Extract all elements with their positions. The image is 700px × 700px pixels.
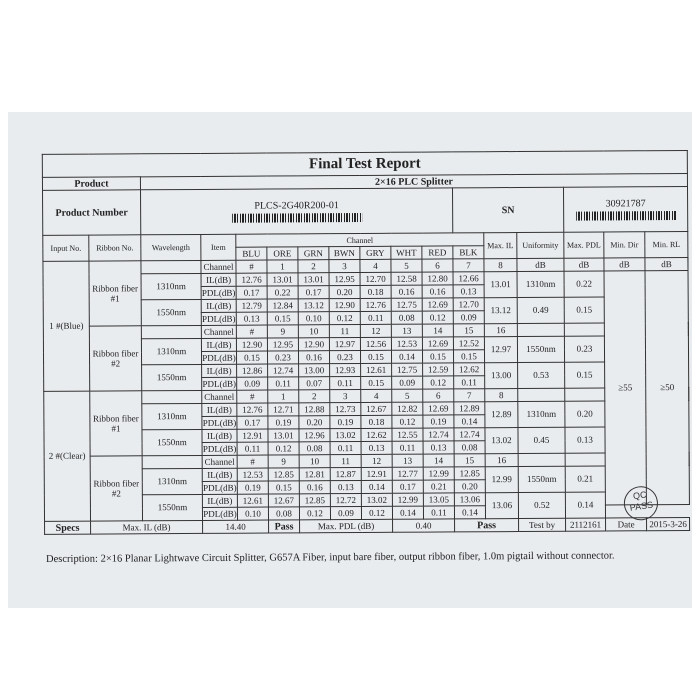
pdl-value: 0.13 <box>236 312 267 325</box>
date-label: Date <box>606 518 647 531</box>
specs-pass-1: Pass <box>269 520 300 533</box>
il-value: 12.89 <box>454 402 485 415</box>
pdl-value: 0.20 <box>299 416 330 429</box>
pdl-value: 0.18 <box>361 415 392 428</box>
blank-cell <box>141 260 201 273</box>
uniformity-value: 1310nm <box>517 271 564 297</box>
pdl-value: 0.19 <box>330 415 361 428</box>
il-value: 12.56 <box>360 337 391 350</box>
il-label: IL(dB) <box>201 273 236 286</box>
uniformity-header: Uniformity <box>517 232 564 258</box>
color-header: ORE <box>267 247 298 260</box>
il-value: 12.69 <box>423 402 454 415</box>
il-value: 12.61 <box>237 494 268 507</box>
pdl-value: 0.15 <box>361 376 392 389</box>
report-title: Final Test Report <box>42 150 687 177</box>
tested-by-label: Test by <box>519 518 566 531</box>
pdl-value: 0.12 <box>299 507 330 520</box>
sn-label: SN <box>452 187 563 233</box>
specs-pass-2: Pass <box>455 519 519 532</box>
pdl-value: 0.13 <box>330 480 361 493</box>
il-label: IL(dB) <box>202 403 237 416</box>
pdl-value: 0.15 <box>360 350 391 363</box>
il-value: 13.02 <box>361 493 392 506</box>
pdl-label: PDL(dB) <box>202 377 237 390</box>
table-row <box>45 517 690 534</box>
channel-number: 15 <box>454 454 485 467</box>
il-value: 12.70 <box>360 272 391 285</box>
pdl-value: 0.13 <box>361 441 392 454</box>
il-label: IL(dB) <box>202 364 237 377</box>
item-header: Item <box>201 234 236 260</box>
pdl-value: 0.09 <box>392 376 423 389</box>
tested-by-value: 2112161 <box>566 518 606 531</box>
pdl-label: PDL(dB) <box>202 507 237 520</box>
il-label: IL(dB) <box>201 299 236 312</box>
pdl-value: 0.15 <box>453 350 484 363</box>
hash-label: # <box>236 260 267 273</box>
il-value: 13.02 <box>330 428 361 441</box>
pdl-value: 0.11 <box>237 442 268 455</box>
il-value: 12.62 <box>361 428 392 441</box>
max-il-value: 12.89 <box>485 402 518 428</box>
pdl-value: 0.11 <box>330 441 361 454</box>
pdl-value: 0.16 <box>422 285 453 298</box>
il-value: 12.91 <box>361 467 392 480</box>
pdl-value: 0.18 <box>360 285 391 298</box>
il-value: 12.53 <box>237 468 268 481</box>
ribbon-no-header: Ribbon No. <box>89 235 141 261</box>
blank-cell <box>565 388 605 401</box>
max-pdl-value: 0.20 <box>565 401 605 427</box>
blank-cell <box>518 453 565 466</box>
hash-label: # <box>236 325 267 338</box>
product-number-cell <box>141 188 453 235</box>
il-value: 12.62 <box>454 363 485 376</box>
il-value: 12.88 <box>299 403 330 416</box>
max-pdl-value: 0.22 <box>564 271 604 297</box>
pdl-value: 0.22 <box>267 286 298 299</box>
pdl-value: 0.11 <box>360 311 391 324</box>
pdl-value: 0.14 <box>454 415 485 428</box>
uniformity-value: 1550nm <box>518 466 565 492</box>
il-value: 12.82 <box>392 402 423 415</box>
ribbon-label: Ribbon fiber #1 <box>90 391 142 456</box>
il-value: 12.76 <box>360 298 391 311</box>
pdl-label: PDL(dB) <box>201 351 236 364</box>
unit-cell: dB <box>517 258 564 271</box>
pdl-value: 0.08 <box>391 311 422 324</box>
pdl-value: 0.12 <box>423 376 454 389</box>
wavelength-label: 1550nm <box>142 429 202 455</box>
pdl-label: PDL(dB) <box>202 416 237 429</box>
pdl-value: 0.17 <box>237 416 268 429</box>
channel-row-label: Channel <box>202 390 237 403</box>
il-value: 12.84 <box>267 299 298 312</box>
channel-number: 1 <box>267 260 298 273</box>
il-value: 12.67 <box>361 402 392 415</box>
max-il-value: 13.01 <box>484 272 517 298</box>
input-label: 2 #(Clear) <box>44 391 91 521</box>
pdl-value: 0.14 <box>454 506 485 519</box>
il-value: 12.74 <box>454 428 485 441</box>
channel-number: 11 <box>330 454 361 467</box>
blank-cell <box>564 323 604 336</box>
product-label: Product <box>42 177 140 191</box>
il-label: IL(dB) <box>202 429 237 442</box>
uniformity-value: 0.49 <box>517 297 564 323</box>
pdl-value: 0.20 <box>454 480 485 493</box>
uniformity-value: 0.52 <box>518 492 565 518</box>
pdl-value: 0.15 <box>268 481 299 494</box>
blank-cell <box>142 390 202 403</box>
blank-cell <box>517 323 564 336</box>
channel-number: 4 <box>360 259 391 272</box>
wavelength-label: 1310nm <box>142 403 202 429</box>
channel-number: 9 <box>268 455 299 468</box>
min-rl-header: Min. RL <box>645 231 688 257</box>
pdl-value: 0.15 <box>236 351 267 364</box>
channel-number: 12 <box>360 324 391 337</box>
report-table <box>42 150 690 535</box>
il-value: 13.01 <box>298 273 329 286</box>
il-value: 12.91 <box>237 429 268 442</box>
il-value: 12.67 <box>268 494 299 507</box>
il-value: 13.12 <box>298 299 329 312</box>
channel-number: 8 <box>485 389 518 402</box>
stamp-line-1: QC <box>632 489 648 502</box>
pdl-label: PDL(dB) <box>202 442 237 455</box>
min-rl-value: ≥50 <box>645 270 689 504</box>
il-value: 12.55 <box>392 428 423 441</box>
max-il-value: 13.06 <box>485 493 518 519</box>
il-value: 12.70 <box>453 298 484 311</box>
il-value: 12.97 <box>329 337 360 350</box>
channel-number: 16 <box>485 454 518 467</box>
sn-value: 30921787 <box>605 198 646 210</box>
max-pdl-header: Max. PDL <box>564 232 604 258</box>
il-value: 12.72 <box>330 493 361 506</box>
color-header: BWN <box>329 246 360 259</box>
unit-cell: dB <box>604 258 645 271</box>
max-pdl-value: 0.15 <box>565 362 605 388</box>
product-number-label: Product Number <box>43 190 141 236</box>
max-il-value: 13.12 <box>484 298 517 324</box>
ribbon-label: Ribbon fiber #2 <box>89 326 141 391</box>
channel-number: 14 <box>423 454 454 467</box>
pdl-value: 0.19 <box>237 481 268 494</box>
il-value: 12.85 <box>299 494 330 507</box>
pdl-value: 0.08 <box>454 441 485 454</box>
input-no-header: Input No. <box>43 235 89 261</box>
date-value: 2015-3-26 <box>647 517 690 530</box>
il-value: 12.99 <box>392 493 423 506</box>
il-value: 12.75 <box>392 363 423 376</box>
il-value: 12.80 <box>422 272 453 285</box>
sn-cell <box>563 186 687 232</box>
max-pdl-value: 0.23 <box>564 336 604 362</box>
pdl-label: PDL(dB) <box>201 286 236 299</box>
il-value: 12.52 <box>453 337 484 350</box>
channel-number: 6 <box>423 389 454 402</box>
pdl-label: PDL(dB) <box>201 312 236 325</box>
channel-number: 2 <box>299 390 330 403</box>
il-value: 12.96 <box>299 429 330 442</box>
color-header: WHT <box>391 246 422 259</box>
unit-cell: dB <box>564 258 604 271</box>
wavelength-label: 1310nm <box>141 273 201 299</box>
pdl-value: 0.20 <box>329 285 360 298</box>
pdl-value: 0.11 <box>330 376 361 389</box>
il-label: IL(dB) <box>202 468 237 481</box>
pdl-value: 0.09 <box>237 377 268 390</box>
pdl-value: 0.12 <box>361 506 392 519</box>
unit-cell <box>645 257 688 270</box>
channel-number: 4 <box>361 389 392 402</box>
max-pdl-value: 0.13 <box>565 427 605 453</box>
color-header: BLK <box>453 246 484 259</box>
product-value: 2×16 PLC Splitter <box>140 173 687 189</box>
il-value: 12.90 <box>236 338 267 351</box>
il-value: 12.75 <box>391 298 422 311</box>
wavelength-label: 1310nm <box>141 338 201 364</box>
il-value: 12.99 <box>423 467 454 480</box>
max-il-header: Max. IL <box>484 233 517 259</box>
color-header: GRY <box>360 246 391 259</box>
il-value: 12.86 <box>237 364 268 377</box>
blank-cell <box>518 388 565 401</box>
il-value: 12.69 <box>422 337 453 350</box>
uniformity-value: 1310nm <box>518 401 565 427</box>
max-il-value: 12.99 <box>485 467 518 493</box>
wavelength-header: Wavelength <box>141 234 201 260</box>
channel-row-label: Channel <box>201 325 236 338</box>
il-value: 12.59 <box>423 363 454 376</box>
channel-number: 7 <box>454 389 485 402</box>
pdl-value: 0.17 <box>236 286 267 299</box>
channel-number: 13 <box>391 324 422 337</box>
pdl-value: 0.23 <box>267 351 298 364</box>
il-value: 12.71 <box>268 403 299 416</box>
channel-number: 10 <box>299 455 330 468</box>
pdl-value: 0.12 <box>422 311 453 324</box>
specs-max-il-label: Max. IL (dB) <box>91 520 203 534</box>
stamp-line-2: PASS <box>629 499 654 513</box>
uniformity-value: 0.45 <box>518 427 565 453</box>
il-value: 12.53 <box>391 337 422 350</box>
barcode-icon <box>232 213 362 223</box>
il-value: 12.85 <box>454 467 485 480</box>
wavelength-label: 1550nm <box>142 494 202 520</box>
color-header: GRN <box>298 247 329 260</box>
color-header: BLU <box>236 247 267 260</box>
pdl-value: 0.15 <box>267 312 298 325</box>
pdl-value: 0.16 <box>391 285 422 298</box>
pdl-value: 0.13 <box>453 285 484 298</box>
channel-row-label: Channel <box>201 260 236 273</box>
specs-max-il-value: 14.40 <box>203 520 269 533</box>
pdl-label: PDL(dB) <box>202 481 237 494</box>
pdl-value: 0.11 <box>454 376 485 389</box>
channel-row-label: Channel <box>202 455 237 468</box>
il-value: 12.90 <box>298 338 329 351</box>
pdl-value: 0.19 <box>423 415 454 428</box>
pdl-value: 0.16 <box>299 481 330 494</box>
uniformity-value: 1550nm <box>517 336 564 362</box>
il-value: 12.73 <box>330 402 361 415</box>
il-value: 12.76 <box>237 403 268 416</box>
channel-number: 1 <box>268 390 299 403</box>
max-il-value: 12.97 <box>484 337 517 363</box>
channel-number: 10 <box>298 325 329 338</box>
il-value: 12.90 <box>329 298 360 311</box>
max-pdl-value: 0.21 <box>565 466 605 492</box>
channel-number: 7 <box>453 259 484 272</box>
channel-number: 3 <box>329 259 360 272</box>
il-value: 12.76 <box>236 273 267 286</box>
il-value: 12.69 <box>422 298 453 311</box>
channel-number: 12 <box>361 454 392 467</box>
pdl-value: 0.09 <box>330 506 361 519</box>
il-value: 12.95 <box>267 338 298 351</box>
channel-number: 5 <box>391 259 422 272</box>
pdl-value: 0.15 <box>422 350 453 363</box>
il-label: IL(dB) <box>202 494 237 507</box>
specs-max-pdl-value: 0.40 <box>393 519 455 532</box>
il-value: 13.01 <box>268 429 299 442</box>
blank-cell <box>565 453 605 466</box>
channel-number: 15 <box>453 324 484 337</box>
channel-number: 16 <box>484 324 517 337</box>
specs-max-pdl-label: Max. PDL (dB) <box>300 519 393 533</box>
il-value: 12.66 <box>453 272 484 285</box>
specs-label: Specs <box>45 521 91 534</box>
il-value: 12.77 <box>392 467 423 480</box>
channel-number: 13 <box>392 454 423 467</box>
pdl-value: 0.14 <box>391 350 422 363</box>
pdl-value: 0.16 <box>298 351 329 364</box>
il-value: 12.85 <box>268 468 299 481</box>
channel-number: 5 <box>392 389 423 402</box>
blank-cell <box>141 325 201 338</box>
pdl-value: 0.10 <box>237 507 268 520</box>
il-value: 12.74 <box>268 364 299 377</box>
il-value: 13.00 <box>299 364 330 377</box>
max-il-value: 13.02 <box>485 428 518 454</box>
pdl-value: 0.08 <box>268 507 299 520</box>
pdl-value: 0.08 <box>299 442 330 455</box>
channel-number: 11 <box>329 324 360 337</box>
input-label: 1 #(Blue) <box>43 261 90 391</box>
il-value: 12.74 <box>423 428 454 441</box>
il-value: 13.05 <box>423 493 454 506</box>
il-value: 12.81 <box>299 468 330 481</box>
min-dir-value: ≥55 <box>604 271 646 505</box>
pdl-value: 0.17 <box>392 480 423 493</box>
il-value: 12.58 <box>391 272 422 285</box>
max-il-value: 13.00 <box>485 363 518 389</box>
pdl-value: 0.17 <box>298 286 329 299</box>
pdl-value: 0.14 <box>392 506 423 519</box>
pdl-value: 0.07 <box>299 377 330 390</box>
il-value: 13.01 <box>267 273 298 286</box>
pdl-value: 0.14 <box>361 480 392 493</box>
pdl-value: 0.21 <box>423 480 454 493</box>
il-value: 12.61 <box>361 363 392 376</box>
channel-number: 9 <box>267 325 298 338</box>
channel-number: 8 <box>484 259 517 272</box>
pdl-value: 0.10 <box>298 312 329 325</box>
blank-cell <box>142 455 202 468</box>
wavelength-label: 1550nm <box>142 364 202 390</box>
pdl-value: 0.09 <box>453 311 484 324</box>
hash-label: # <box>237 390 268 403</box>
channel-header: Channel <box>236 233 484 248</box>
pdl-value: 0.12 <box>329 311 360 324</box>
ribbon-label: Ribbon fiber #1 <box>89 261 141 326</box>
report-sheet <box>42 150 687 555</box>
pdl-value: 0.19 <box>268 416 299 429</box>
description-text: Description: 2×16 Planar Lightwave Circuit Splitter, G657A Fiber, input bare fiber, output ribbon fiber, 1.0m pigtail without connector. <box>46 550 615 565</box>
il-value: 12.95 <box>329 272 360 285</box>
channel-number: 14 <box>422 324 453 337</box>
pdl-value: 0.12 <box>392 415 423 428</box>
pdl-value: 0.11 <box>423 506 454 519</box>
wavelength-label: 1550nm <box>141 299 201 325</box>
il-value: 13.06 <box>454 493 485 506</box>
product-number-value: PLCS-2G40R200-01 <box>254 200 339 212</box>
channel-number: 3 <box>330 389 361 402</box>
il-value: 12.79 <box>236 299 267 312</box>
max-pdl-value: 0.14 <box>565 492 605 518</box>
uniformity-value: 0.53 <box>518 362 565 388</box>
pdl-value: 0.11 <box>268 377 299 390</box>
il-label: IL(dB) <box>201 338 236 351</box>
min-dir-header: Min. Dir <box>604 232 645 258</box>
pdl-value: 0.23 <box>329 350 360 363</box>
pdl-value: 0.11 <box>392 441 423 454</box>
pdl-value: 0.13 <box>423 441 454 454</box>
wavelength-label: 1310nm <box>142 468 202 494</box>
pdl-value: 0.12 <box>268 442 299 455</box>
barcode-icon <box>576 211 676 221</box>
channel-number: 6 <box>422 259 453 272</box>
channel-number: 2 <box>298 260 329 273</box>
hash-label: # <box>237 455 268 468</box>
max-pdl-value: 0.15 <box>564 297 604 323</box>
il-value: 12.87 <box>330 467 361 480</box>
ribbon-label: Ribbon fiber #2 <box>90 456 142 521</box>
color-header: RED <box>422 246 453 259</box>
il-value: 12.93 <box>330 363 361 376</box>
